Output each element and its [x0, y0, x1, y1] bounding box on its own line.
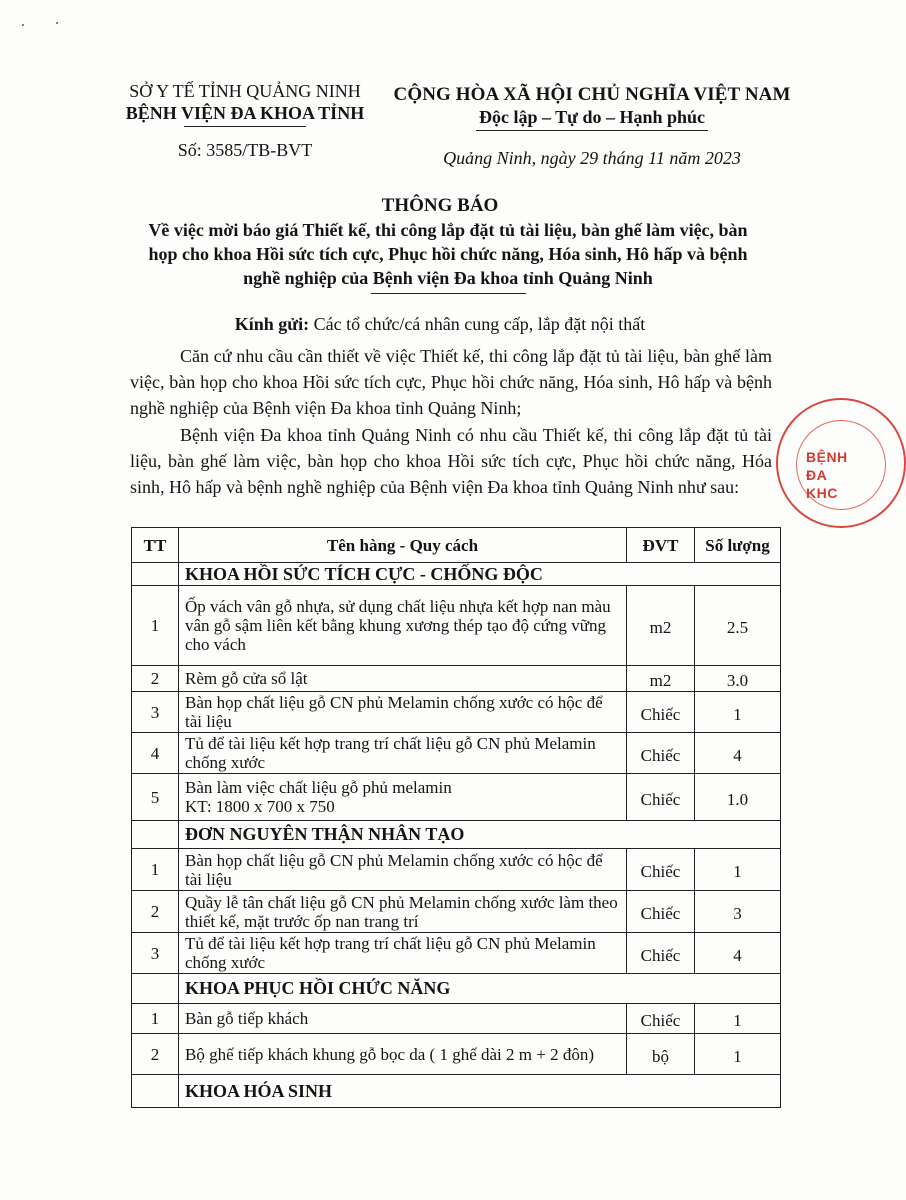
item-unit: Chiếc: [627, 733, 695, 774]
item-number: 2: [132, 891, 179, 933]
table-row: [132, 586, 781, 666]
item-number: 3: [132, 692, 179, 733]
column-header-name: Tên hàng - Quy cách: [179, 528, 627, 563]
hospital-name: BỆNH VIỆN ĐA KHOA TỈNH: [125, 103, 365, 123]
paragraph-need: Bệnh viện Đa khoa tỉnh Quảng Ninh có nhu cầu Thiết kế, thi công lắp đặt tủ tài liệu, bàn ghế làm việc, bàn họp cho khoa Hồi sức tích cực, Phục hồi chức năng, Hóa sinh, Hô hấp và bệnh nghề nghiệp của Bệnh viện Đa khoa tỉnh Quảng Ninh như sau:: [130, 425, 772, 497]
item-name: Rèm gỗ cửa sổ lật: [179, 666, 627, 692]
recipient-line: [110, 312, 770, 336]
item-quantity: 1: [695, 849, 781, 891]
paragraph-basis: Căn cứ nhu cầu cần thiết về việc Thiết kế, thi công lắp đặt tủ tài liệu, bàn ghế làm việc, bàn họp cho khoa Hồi sức tích cực, Phục hồi chức năng, Hóa sinh, Hô hấp và bệnh nghề nghiệp của Bệnh viện Đa khoa tỉnh Quảng Ninh;: [130, 346, 772, 418]
item-unit: Chiếc: [627, 933, 695, 974]
section-row: [132, 563, 781, 586]
table-row: [132, 1034, 781, 1075]
section-tt-cell: [132, 821, 179, 849]
item-number: 2: [132, 666, 179, 692]
goods-table-body: [132, 563, 781, 1108]
document-number: Số: 3585/TB-BVT: [177, 140, 313, 161]
recipient-label: Kính gửi:: [234, 314, 310, 334]
item-quantity: 1.0: [695, 774, 781, 821]
motto-underline: [476, 130, 708, 131]
notice-subject: [118, 218, 778, 294]
item-unit: bộ: [627, 1034, 695, 1075]
item-number: 1: [132, 586, 179, 666]
table-row: [132, 933, 781, 974]
item-name: Bộ ghế tiếp khách khung gỗ bọc da ( 1 ghế dài 2 m + 2 đôn): [179, 1034, 627, 1075]
column-header-quantity: Số lượng: [695, 528, 781, 563]
section-row: [132, 1075, 781, 1108]
item-quantity: 4: [695, 933, 781, 974]
item-name: Tủ để tài liệu kết hợp trang trí chất liệu gỗ CN phủ Melamin chống xước: [179, 733, 627, 774]
scan-speck: [56, 22, 58, 24]
goods-table: [131, 527, 781, 1108]
section-tt-cell: [132, 1075, 179, 1108]
item-quantity: 3.0: [695, 666, 781, 692]
item-name: Quầy lễ tân chất liệu gỗ CN phủ Melamin chống xước làm theo thiết kế, mặt trước ốp nan trang trí: [179, 891, 627, 933]
section-title: KHOA PHỤC HỒI CHỨC NĂNG: [179, 974, 781, 1004]
nation-name: CỘNG HÒA XÃ HỘI CHỦ NGHĨA VIỆT NAM: [393, 84, 791, 105]
table-row: [132, 774, 781, 821]
subject-underline: [371, 293, 526, 294]
item-unit: Chiếc: [627, 774, 695, 821]
section-row: [132, 974, 781, 1004]
issuer-underline: [184, 126, 306, 127]
stamp-text-line: ĐA KHC: [806, 467, 838, 501]
table-row: [132, 891, 781, 933]
table-header-row: [132, 528, 781, 563]
agency-name: SỞ Y TẾ TỈNH QUẢNG NINH: [129, 81, 361, 101]
table-row: [132, 849, 781, 891]
section-title: KHOA HÓA SINH: [179, 1075, 781, 1108]
national-motto: Độc lập – Tự do – Hạnh phúc: [478, 107, 706, 127]
item-number: 1: [132, 849, 179, 891]
stamp-text: [806, 448, 848, 502]
section-tt-cell: [132, 563, 179, 586]
national-heading: [382, 84, 802, 169]
item-quantity: 2.5: [695, 586, 781, 666]
item-number: 2: [132, 1034, 179, 1075]
section-tt-cell: [132, 974, 179, 1004]
stamp-text-line: BỆNH: [806, 449, 848, 465]
column-header-unit: ĐVT: [627, 528, 695, 563]
item-unit: m2: [627, 586, 695, 666]
item-unit: Chiếc: [627, 1004, 695, 1034]
item-number: 1: [132, 1004, 179, 1034]
scan-speck: [22, 24, 24, 26]
subject-line: họp cho khoa Hồi sức tích cực, Phục hồi chức năng, Hóa sinh, Hô hấp và bệnh: [148, 244, 748, 264]
subject-line: Về việc mời báo giá Thiết kế, thi công lắp đặt tủ tài liệu, bàn ghế làm việc, bàn: [148, 220, 748, 240]
table-row: [132, 692, 781, 733]
item-unit: Chiếc: [627, 849, 695, 891]
recipient-text: Các tổ chức/cá nhân cung cấp, lắp đặt nội thất: [313, 314, 646, 334]
item-quantity: 3: [695, 891, 781, 933]
item-name: Tủ để tài liệu kết hợp trang trí chất liệu gỗ CN phủ Melamin chống xước: [179, 933, 627, 974]
section-title: KHOA HỒI SỨC TÍCH CỰC - CHỐNG ĐỘC: [179, 563, 781, 586]
section-row: [132, 821, 781, 849]
table-row: [132, 1004, 781, 1034]
item-unit: m2: [627, 666, 695, 692]
item-number: 3: [132, 933, 179, 974]
item-unit: Chiếc: [627, 891, 695, 933]
item-name: Bàn họp chất liệu gỗ CN phủ Melamin chống xước có hộc để tài liệu: [179, 849, 627, 891]
section-title: ĐƠN NGUYÊN THẬN NHÂN TẠO: [179, 821, 781, 849]
column-header-tt: TT: [132, 528, 179, 563]
issuer-block: [100, 80, 390, 161]
table-row: [132, 666, 781, 692]
item-quantity: 1: [695, 1034, 781, 1075]
place-date: Quảng Ninh, ngày 29 tháng 11 năm 2023: [443, 148, 741, 169]
item-name: Bàn họp chất liệu gỗ CN phủ Melamin chống xước có hộc để tài liệu: [179, 692, 627, 733]
item-number: 5: [132, 774, 179, 821]
item-quantity: 1: [695, 692, 781, 733]
item-quantity: 4: [695, 733, 781, 774]
table-row: [132, 733, 781, 774]
item-number: 4: [132, 733, 179, 774]
notice-title: THÔNG BÁO: [381, 195, 499, 216]
item-name: Ốp vách vân gỗ nhựa, sử dụng chất liệu nhựa kết hợp nan màu vân gỗ sậm liên kết bằng khung xương thép tạo độ cứng vững cho vách: [179, 586, 627, 666]
item-name: Bàn làm việc chất liệu gỗ phủ melamin KT: 1800 x 700 x 750: [179, 774, 627, 821]
subject-line: nghề nghiệp của Bệnh viện Đa khoa tỉnh Quảng Ninh: [243, 268, 653, 288]
item-unit: Chiếc: [627, 692, 695, 733]
item-name: Bàn gỗ tiếp khách: [179, 1004, 627, 1034]
item-quantity: 1: [695, 1004, 781, 1034]
